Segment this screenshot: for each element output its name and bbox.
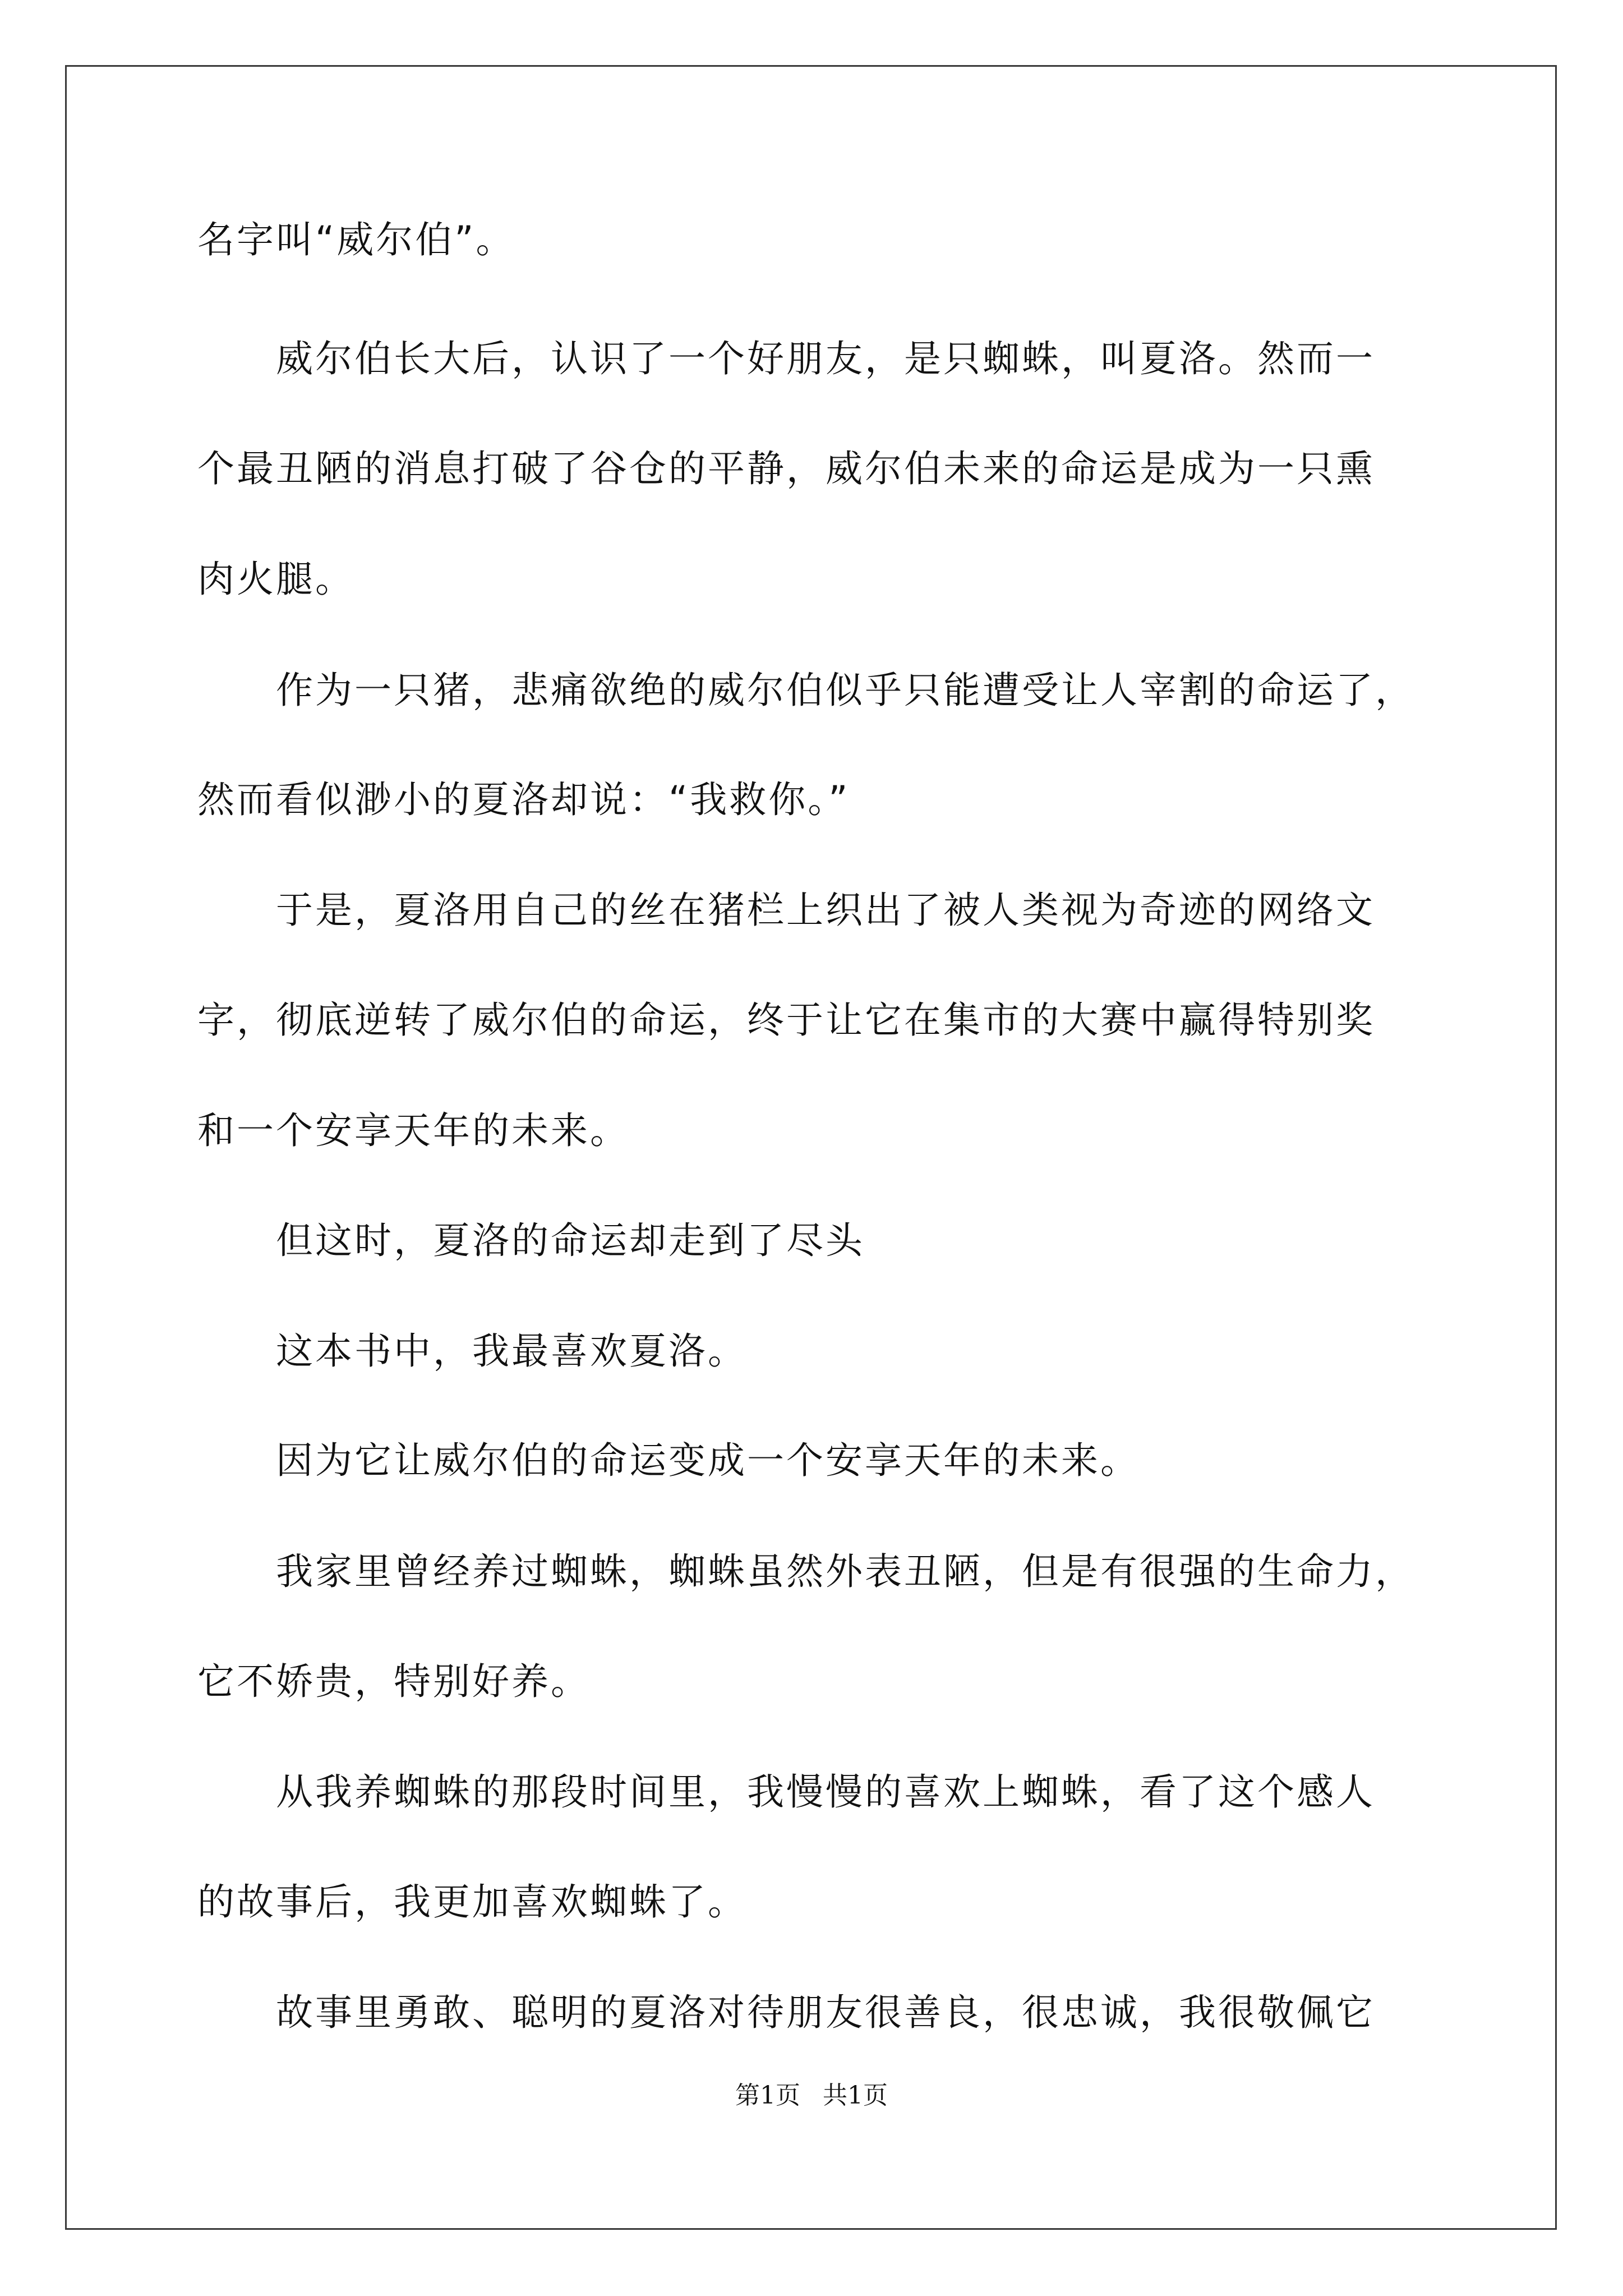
text-line: 作为一只猪，悲痛欲绝的威尔伯似乎只能遭受让人宰割的命运了， bbox=[197, 669, 1414, 712]
text-line: 名字叫“威尔伯”。 bbox=[197, 218, 515, 261]
text-line: 字，彻底逆转了威尔伯的命运，终于让它在集市的大赛中赢得特别奖 bbox=[197, 999, 1375, 1042]
page-number: 第1页 bbox=[735, 2081, 800, 2110]
text-line: 个最丑陋的消息打破了谷仓的平静，威尔伯未来的命运是成为一只熏 bbox=[197, 447, 1375, 490]
text-line: 但这时，夏洛的命运却走到了尽头 bbox=[197, 1219, 865, 1262]
text-line: 我家里曾经养过蜘蛛，蜘蛛虽然外表丑陋，但是有很强的生命力， bbox=[197, 1550, 1414, 1593]
page-footer bbox=[0, 2080, 1623, 2111]
text-line: 和一个安享天年的未来。 bbox=[197, 1109, 629, 1152]
text-line: 的故事后，我更加喜欢蜘蛛了。 bbox=[197, 1880, 747, 1924]
text-line: 从我养蜘蛛的那段时间里，我慢慢的喜欢上蜘蛛，看了这个感人 bbox=[197, 1770, 1375, 1814]
text-line: 因为它让威尔伯的命运变成一个安享天年的未来。 bbox=[197, 1439, 1140, 1482]
text-line: 故事里勇敢、聪明的夏洛对待朋友很善良，很忠诚，我很敬佩它 bbox=[197, 1991, 1375, 2034]
text-line: 肉火腿。 bbox=[197, 558, 354, 601]
text-line: 它不娇贵，特别好养。 bbox=[197, 1660, 590, 1703]
page-total: 共1页 bbox=[823, 2081, 888, 2110]
text-line: 威尔伯长大后，认识了一个好朋友，是只蜘蛛，叫夏洛。然而一 bbox=[197, 337, 1375, 380]
text-line: 于是，夏洛用自己的丝在猪栏上织出了被人类视为奇迹的网络文 bbox=[197, 889, 1375, 932]
text-line: 这本书中，我最喜欢夏洛。 bbox=[197, 1329, 747, 1373]
text-line: 然而看似渺小的夏洛却说：“我救你。” bbox=[197, 778, 850, 821]
